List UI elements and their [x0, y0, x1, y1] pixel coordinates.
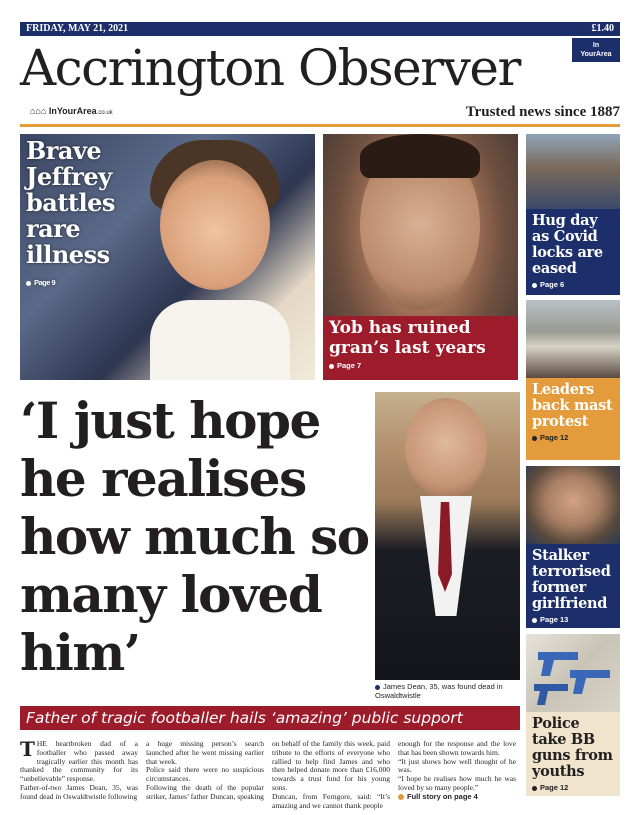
- masthead-title: Accrington Observer: [20, 39, 520, 97]
- body-column-3: on behalf of the family this week, paid tribute to the efforts of everyone who rallied to help find James and who then helped donate more than £16,000 towards a trust fund for his young sons. Duncan, from Ferngore, said: “It’s amazing and we cannot thank people: [272, 739, 390, 810]
- hug-page-ref: [532, 280, 614, 289]
- column-4-text: enough for the response and the love that has been shown towards him. “It just shows how well thought of he was. “I hope he realises how much he was loved by so many people.”: [398, 739, 516, 792]
- column-1-text: HE heartbroken dad of a footballer who passed away tragically earlier this month has thanked the community for its “unbelievable” response. Father-of-two James Dean, 35, was found dead in Oswaldtwistle following: [20, 739, 138, 801]
- yob-hair-shape: [360, 134, 480, 178]
- bullet-icon: [329, 364, 334, 369]
- yob-headline: Yob has ruined gran’s last years: [329, 318, 486, 358]
- badge-line-2: YourArea: [580, 51, 612, 58]
- hug-headline: Hug day as Covid locks are eased: [532, 212, 603, 277]
- boy-face-shape: [160, 160, 270, 290]
- body-column-1: [20, 737, 138, 802]
- pistol-icon: [526, 634, 620, 712]
- inyourarea-badge: [572, 38, 620, 62]
- lead-headline[interactable]: ‘I just hope he realises how much so many loved him’: [20, 391, 369, 682]
- tagline: Trusted news since 1887: [465, 104, 620, 120]
- leaders-page-ref: [532, 433, 614, 442]
- police-story-box[interactable]: [526, 712, 620, 796]
- protest-photo: [526, 300, 620, 378]
- hug-story-box[interactable]: [526, 209, 620, 295]
- yob-story-box[interactable]: [323, 316, 518, 380]
- police-headline: Police take BB guns from youths: [532, 715, 613, 780]
- drop-cap: T: [20, 737, 35, 761]
- boy-headline-text: Brave Jeffrey battles rare illness: [26, 136, 115, 269]
- bullet-icon: [398, 794, 404, 800]
- bullet-icon: [532, 618, 537, 623]
- yob-page-label: Page 7: [337, 361, 362, 370]
- bullet-icon: [375, 685, 380, 690]
- stalker-page-ref: [532, 615, 614, 624]
- james-face-shape: [405, 398, 487, 498]
- boy-page-label: Page 9: [34, 278, 56, 287]
- full-story-label: Full story on page 4: [407, 791, 478, 801]
- stalker-headline: Stalker terrorised former girlfriend: [532, 547, 611, 612]
- badge-line-1: In: [592, 42, 600, 49]
- bullet-icon: [532, 786, 537, 791]
- masthead-rule: [20, 124, 620, 127]
- top-bar: [20, 22, 620, 36]
- issue-date: FRIDAY, MAY 21, 2021: [26, 23, 129, 34]
- bullet-icon: [532, 436, 537, 441]
- houses-icon: ⌂⌂⌂: [30, 106, 47, 116]
- standfirst: Father of tragic footballer hails ‘amazing’ public support: [20, 706, 520, 730]
- photo-caption: [375, 682, 520, 700]
- boy-shirt-shape: [150, 300, 290, 380]
- boy-page-ref: [26, 270, 166, 296]
- stalker-photo: [526, 466, 620, 544]
- stalker-story-box[interactable]: [526, 544, 620, 628]
- iya-logo-suffix: .co.uk: [96, 110, 113, 116]
- inyourarea-logo: [30, 106, 113, 116]
- body-column-2: a huge missing person’s search launched after he went missing earlier that week. Police said there were no suspicious circumstances. Following the death of the popular striker, James’ father Duncan, speaking: [146, 739, 264, 801]
- cover-price: £1.40: [591, 23, 614, 34]
- body-column-4: [398, 740, 516, 802]
- hug-photo: [526, 134, 620, 209]
- leaders-page-label: Page 12: [540, 433, 569, 442]
- leaders-headline: Leaders back mast protest: [532, 381, 613, 430]
- police-page-label: Page 12: [540, 783, 569, 792]
- bullet-icon: [26, 281, 31, 286]
- police-page-ref: [532, 783, 614, 792]
- yob-page-ref: [329, 361, 512, 370]
- hug-page-label: Page 6: [540, 280, 565, 289]
- leaders-story-box[interactable]: [526, 378, 620, 460]
- stalker-page-label: Page 13: [540, 615, 569, 624]
- bullet-icon: [532, 283, 537, 288]
- bb-guns-photo: [526, 634, 620, 712]
- full-story-link[interactable]: [398, 792, 478, 801]
- boy-story-headline[interactable]: [26, 138, 166, 296]
- caption-text: James Dean, 35, was found dead in Oswaldtwistle: [375, 682, 503, 700]
- iya-logo-text: InYourArea: [48, 106, 97, 116]
